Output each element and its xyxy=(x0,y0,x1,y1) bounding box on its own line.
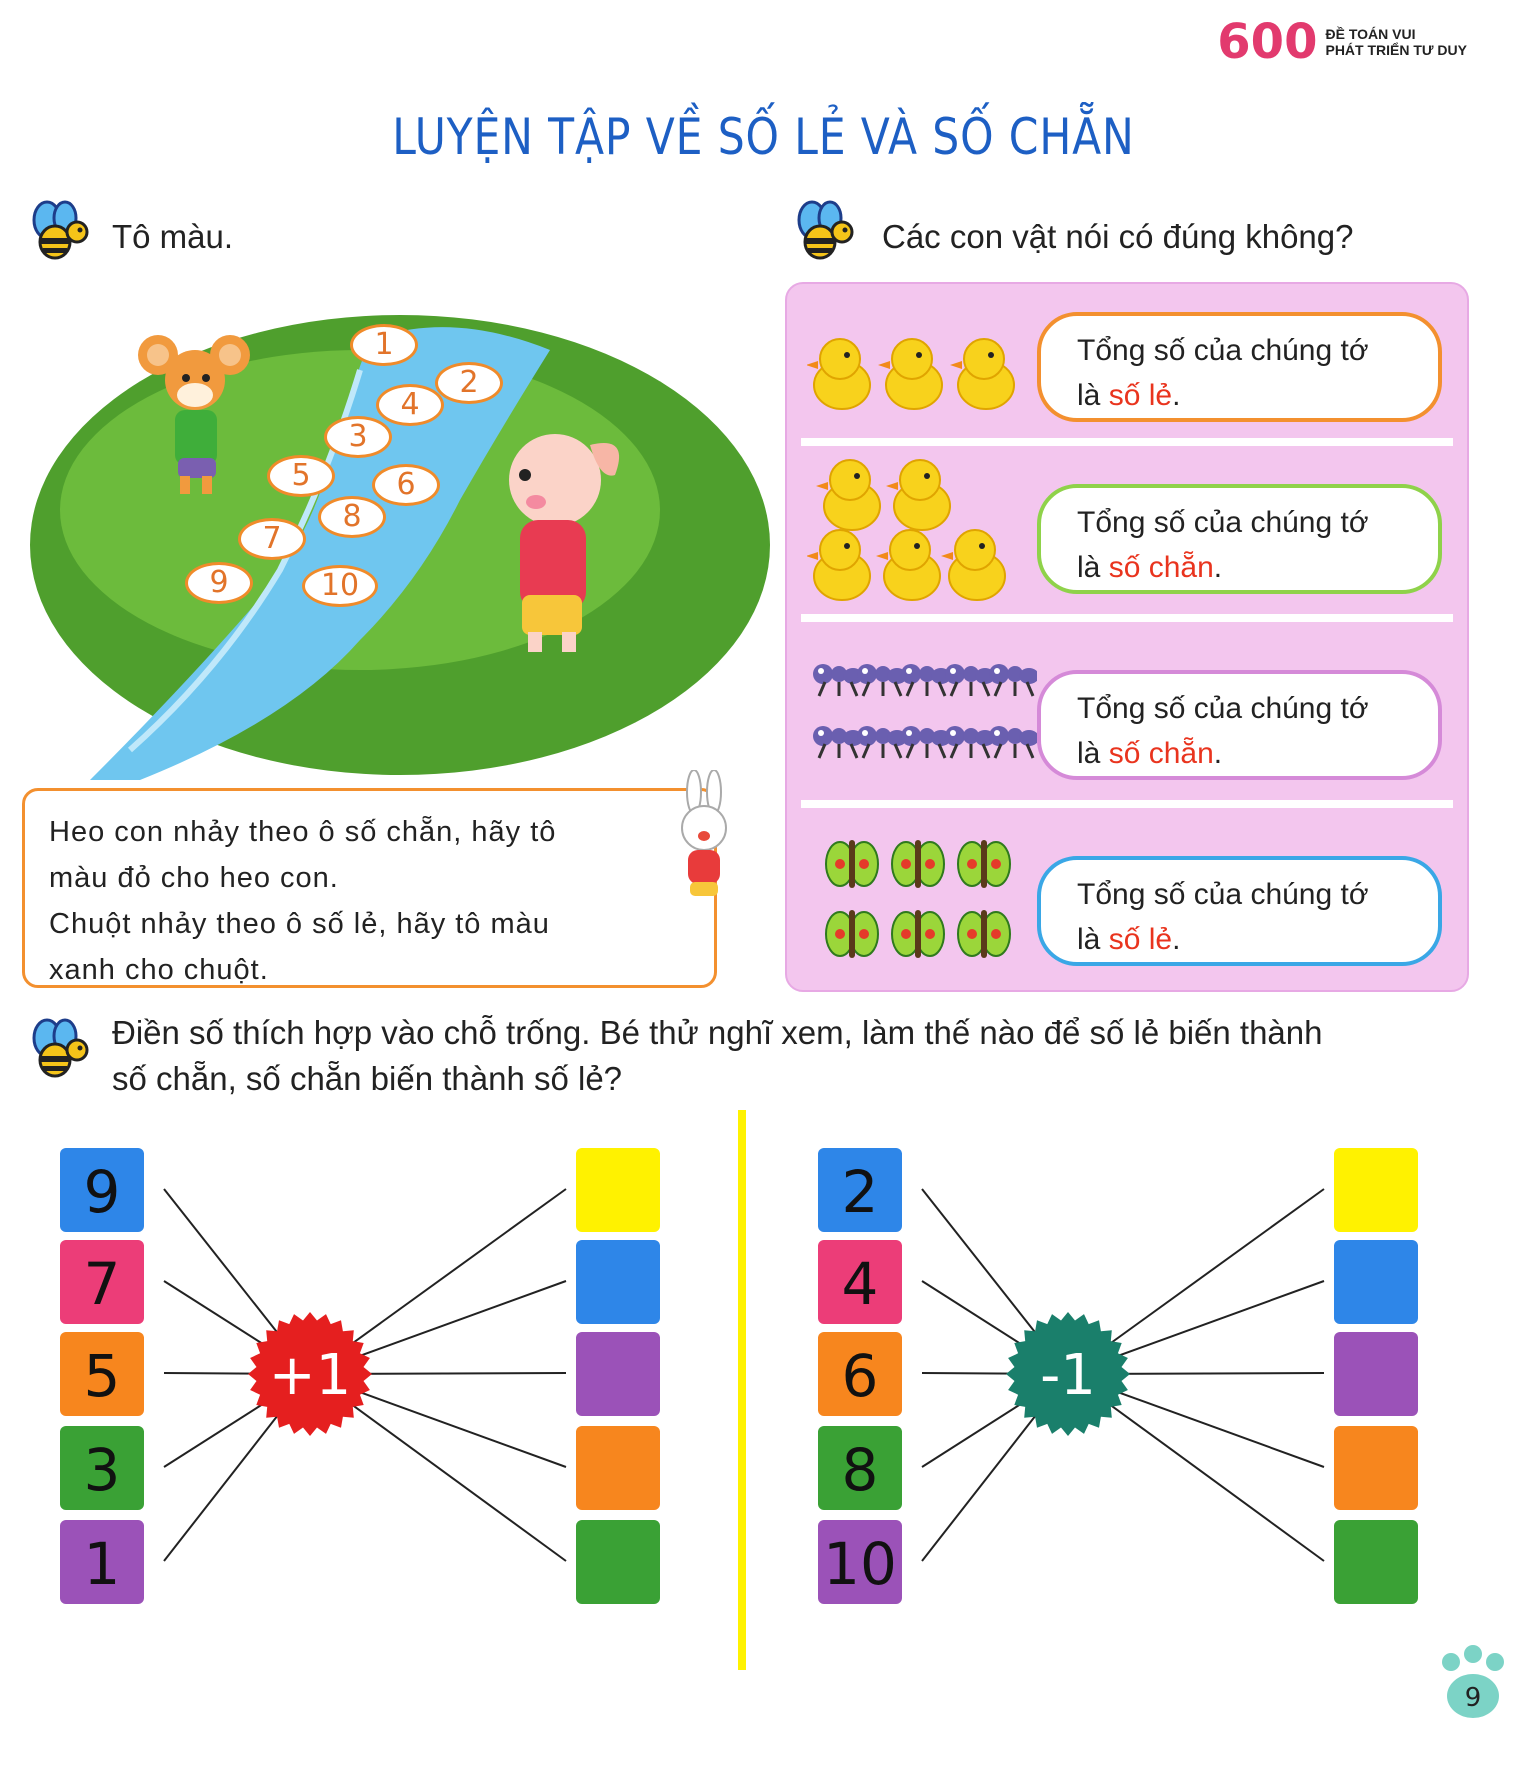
section2-instruction: Các con vật nói có đúng không? xyxy=(882,218,1354,255)
number-square xyxy=(818,1426,902,1510)
stone-number[interactable]: 8 xyxy=(318,496,386,538)
speech-bubble-3 xyxy=(1037,670,1442,780)
number-square xyxy=(818,1240,902,1324)
butterfly-icon xyxy=(892,840,944,888)
logo-line2: PHÁT TRIỂN TƯ DUY xyxy=(1325,42,1467,58)
bubble-line2: là số chẵn. xyxy=(1077,737,1223,770)
number-square xyxy=(60,1332,144,1416)
bee-icon xyxy=(790,200,854,264)
butterfly-icon xyxy=(826,840,878,888)
answer-box[interactable] xyxy=(576,1332,660,1416)
answer-text: số chẵn xyxy=(1108,551,1214,584)
ant-icon xyxy=(989,726,1037,758)
river-scene-art xyxy=(30,310,770,780)
paw-page-number xyxy=(1429,1640,1515,1726)
animals-row-4 xyxy=(807,824,1037,974)
ant-icon xyxy=(945,726,995,758)
bubble-line1: Tổng số của chúng tớ xyxy=(1077,506,1369,539)
chick-icon xyxy=(807,339,870,409)
logo-text xyxy=(1325,26,1467,58)
answer-box[interactable] xyxy=(1334,1332,1418,1416)
stone-number[interactable]: 5 xyxy=(267,455,335,497)
duckling-icon xyxy=(941,530,1005,600)
ant-icon xyxy=(813,726,863,758)
answer-box[interactable] xyxy=(576,1148,660,1232)
section3-instruction xyxy=(112,1010,1322,1102)
number-square xyxy=(818,1520,902,1604)
page-title: LUYỆN TẬP VỀ SỐ LẺ VÀ SỐ CHẴN xyxy=(392,108,1135,166)
stone-number[interactable]: 9 xyxy=(185,562,253,604)
animal-statements-panel xyxy=(785,282,1469,992)
stone-number[interactable]: 7 xyxy=(238,518,306,560)
number-label: 3 xyxy=(83,1436,121,1504)
number-square xyxy=(60,1148,144,1232)
plus-minus-diagram xyxy=(0,1100,1527,1680)
ant-icon xyxy=(857,726,907,758)
ant-icon xyxy=(857,664,907,696)
bunny-icon xyxy=(668,770,740,910)
plus-operator-label: +1 xyxy=(268,1343,352,1408)
note-line: màu đỏ cho heo con. xyxy=(49,862,339,894)
butterfly-icon xyxy=(958,840,1010,888)
note-line: Heo con nhảy theo ô số chẵn, hãy tô xyxy=(49,816,557,848)
ant-icon xyxy=(945,664,995,696)
stone-number[interactable]: 3 xyxy=(324,416,392,458)
river-illustration xyxy=(30,310,770,780)
instruction-note-box xyxy=(22,788,717,988)
logo-line1: ĐỀ TOÁN VUI xyxy=(1325,26,1416,42)
number-label: 9 xyxy=(83,1158,121,1226)
number-square xyxy=(60,1426,144,1510)
note-line: Chuột nhảy theo ô số lẻ, hãy tô màu xyxy=(49,908,550,940)
bubble-line2: là số lẻ. xyxy=(1077,379,1181,412)
animals-row-2 xyxy=(807,454,1037,604)
answer-box[interactable] xyxy=(576,1426,660,1510)
answer-text: số chẵn xyxy=(1108,737,1214,770)
chick-icon xyxy=(950,339,1014,409)
stone-number[interactable]: 1 xyxy=(350,324,418,366)
number-label: 1 xyxy=(83,1530,121,1598)
bubble-line1: Tổng số của chúng tớ xyxy=(1077,334,1369,367)
answer-box[interactable] xyxy=(1334,1520,1418,1604)
number-square xyxy=(60,1240,144,1324)
butterfly-icon xyxy=(958,910,1010,958)
ant-icon xyxy=(901,726,951,758)
speech-bubble-2 xyxy=(1037,484,1442,594)
answer-text: số lẻ xyxy=(1108,379,1173,412)
number-label: 5 xyxy=(83,1342,121,1410)
section1-instruction: Tô màu. xyxy=(112,218,234,255)
duckling-icon xyxy=(807,530,870,600)
ant-icon xyxy=(901,664,951,696)
number-square xyxy=(818,1148,902,1232)
duckling-icon xyxy=(876,530,940,600)
bubble-line2: là số chẵn. xyxy=(1077,551,1223,584)
panel-divider xyxy=(801,614,1453,622)
bubble-line2: là số lẻ. xyxy=(1077,923,1181,956)
answer-box[interactable] xyxy=(1334,1148,1418,1232)
number-label: 10 xyxy=(823,1530,897,1598)
minus-operator-label: -1 xyxy=(1040,1343,1096,1408)
number-square xyxy=(60,1520,144,1604)
bee-icon xyxy=(25,1018,89,1082)
stone-number[interactable]: 2 xyxy=(435,362,503,404)
stone-number[interactable]: 6 xyxy=(372,464,440,506)
speech-bubble-1 xyxy=(1037,312,1442,422)
stone-number[interactable]: 10 xyxy=(302,565,378,607)
stone-number[interactable]: 4 xyxy=(376,384,444,426)
answer-box[interactable] xyxy=(576,1520,660,1604)
answer-box[interactable] xyxy=(1334,1426,1418,1510)
page-number: 9 xyxy=(1464,1683,1482,1713)
panel-divider xyxy=(801,800,1453,808)
animals-row-3 xyxy=(807,634,1037,784)
bubble-line1: Tổng số của chúng tớ xyxy=(1077,878,1369,911)
ant-icon xyxy=(989,664,1037,696)
answer-box[interactable] xyxy=(576,1240,660,1324)
duckling-icon xyxy=(816,460,880,530)
number-label: 2 xyxy=(841,1158,879,1226)
section3-instruction-line1: Điền số thích hợp vào chỗ trống. Bé thử nghĩ xem, làm thế nào để số lẻ biến thành xyxy=(112,1014,1323,1051)
bee-icon xyxy=(25,200,89,264)
duckling-icon xyxy=(886,460,950,530)
chick-icon xyxy=(878,339,942,409)
ant-icon xyxy=(813,664,863,696)
butterfly-icon xyxy=(826,910,878,958)
logo-number: 600 xyxy=(1217,14,1318,70)
number-label: 4 xyxy=(841,1250,879,1318)
number-label: 7 xyxy=(83,1250,121,1318)
number-square xyxy=(818,1332,902,1416)
butterfly-icon xyxy=(892,910,944,958)
speech-bubble-4 xyxy=(1037,856,1442,966)
bubble-line1: Tổng số của chúng tớ xyxy=(1077,692,1369,725)
number-label: 6 xyxy=(841,1342,879,1410)
answer-box[interactable] xyxy=(1334,1240,1418,1324)
center-divider xyxy=(738,1110,746,1670)
number-label: 8 xyxy=(841,1436,879,1504)
book-logo xyxy=(1217,14,1467,70)
section3-instruction-line2: số chẵn, số chẵn biến thành số lẻ? xyxy=(112,1060,623,1097)
animals-row-1 xyxy=(807,298,1037,448)
answer-text: số lẻ xyxy=(1108,923,1173,956)
note-line: xanh cho chuột. xyxy=(49,954,269,986)
